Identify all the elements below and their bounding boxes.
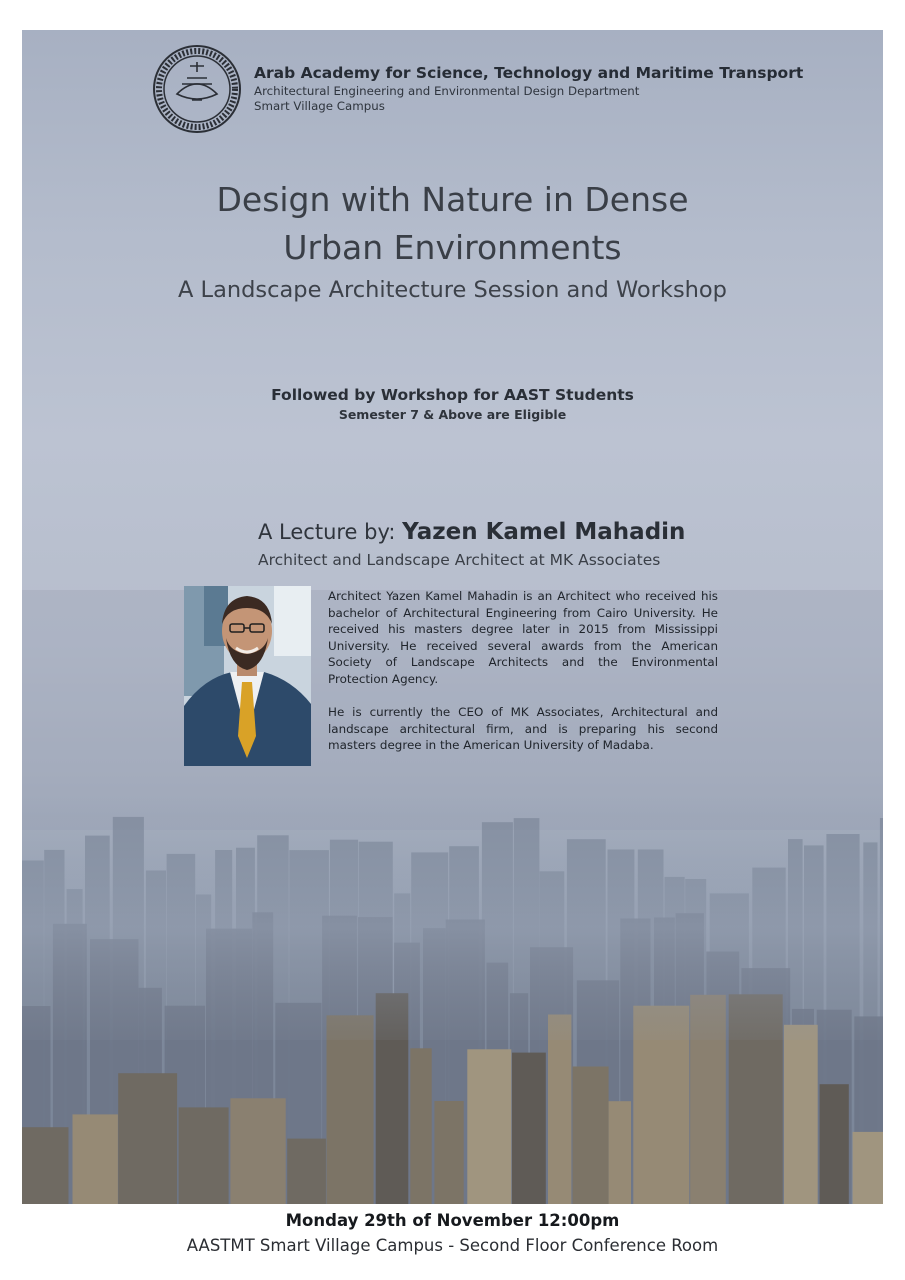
eligibility-note: Semester 7 & Above are Eligible <box>338 407 567 422</box>
institution-header <box>152 44 852 144</box>
bio-paragraph: He is currently the CEO of MK Associates, Architectural and landscape architectural firm, and is preparing his second masters degree in the American University of Madaba. <box>328 705 718 753</box>
event-subtitle: A Landscape Architecture Session and Workshop <box>178 277 727 303</box>
institution-name: Arab Academy for Science, Technology and Maritime Transport <box>254 64 804 82</box>
event-title-line2: Urban Environments <box>283 228 622 267</box>
event-venue: AASTMT Smart Village Campus - Second Floor Conference Room <box>186 1236 719 1255</box>
campus-name: Smart Village Campus <box>254 99 385 113</box>
poster-background <box>22 30 883 1204</box>
academy-seal-logo <box>152 44 242 134</box>
speaker-photo <box>184 586 311 766</box>
speaker-name: Yazen Kamel Mahadin <box>402 519 686 545</box>
event-title-line1: Design with Nature in Dense <box>216 180 689 219</box>
lecture-prefix: A Lecture by: <box>258 520 396 544</box>
workshop-note: Followed by Workshop for AAST Students <box>271 386 634 404</box>
event-date-time: Monday 29th of November 12:00pm <box>285 1211 620 1230</box>
speaker-bio <box>328 588 718 771</box>
speaker-role: Architect and Landscape Architect at MK Associates <box>258 551 661 569</box>
lecture-by <box>258 519 685 545</box>
bio-paragraph: Architect Yazen Kamel Mahadin is an Architect who received his bachelor of Architectural Engineering from Cairo University. He received his masters degree later in 2015 from Mississippi University. He received several awards from the American Society of Landscape Architects and the Environmental Protection Agency. <box>328 589 718 686</box>
department-name: Architectural Engineering and Environmental Design Department <box>254 84 640 98</box>
